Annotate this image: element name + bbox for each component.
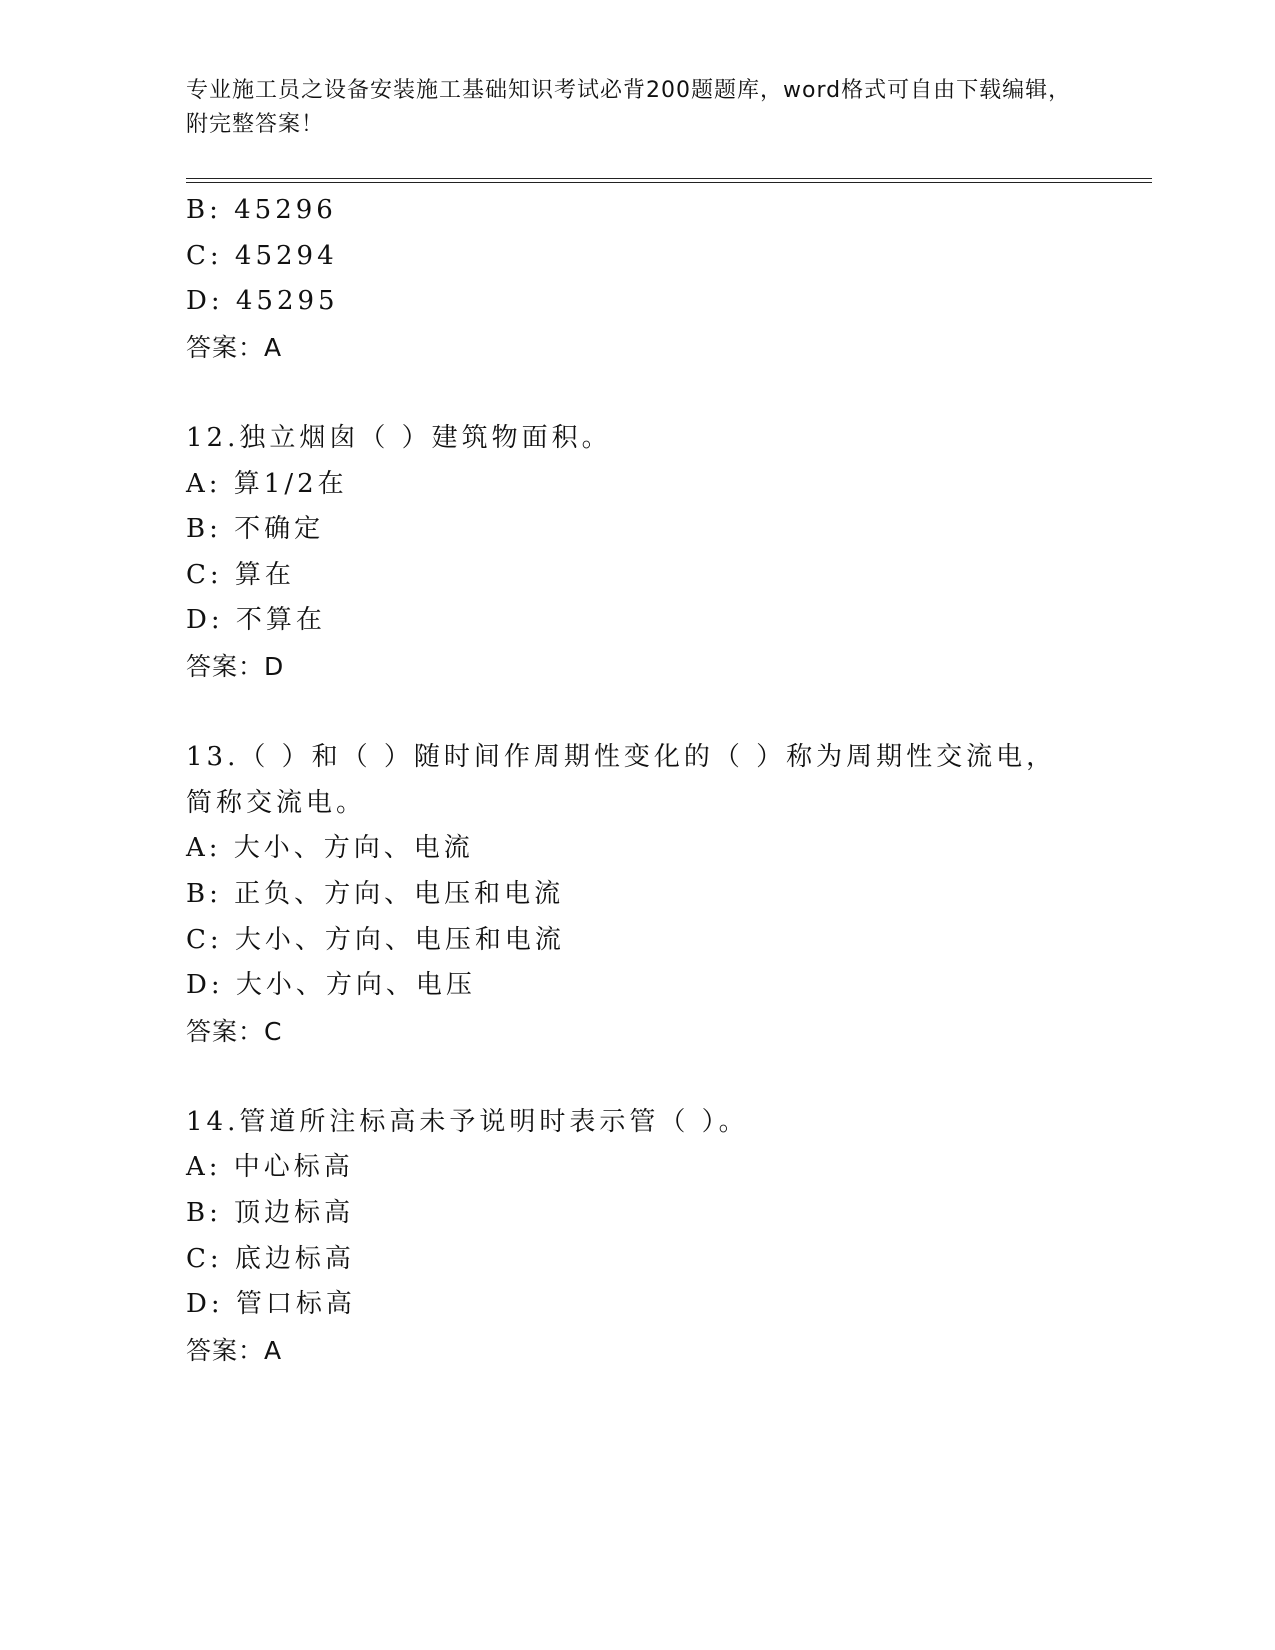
option-d: D: 不算在 <box>186 605 326 636</box>
option-b: B: 正负、方向、电压和电流 <box>186 878 565 909</box>
question-stem: 12.独立烟囱（ ）建筑物面积。 <box>186 422 612 453</box>
option-b: B: 45296 <box>186 195 337 225</box>
question-14 <box>186 1100 1086 1374</box>
option-d: D: 45295 <box>186 286 339 317</box>
question-12 <box>186 416 1086 690</box>
option-c: C: 算在 <box>186 559 295 590</box>
option-c: C: 底边标高 <box>186 1243 355 1274</box>
option-a: A: 中心标高 <box>186 1152 354 1183</box>
question-stem: 14.管道所注标高未予说明时表示管（ ）。 <box>186 1106 749 1137</box>
question-stem: 13.（ ）和（ ）随时间作周期性变化的（ ）称为周期性交流电，简称交流电。 <box>186 742 1057 818</box>
answer-line: 答案：C <box>186 1016 283 1046</box>
option-c: C: 大小、方向、电压和电流 <box>186 924 565 955</box>
document-body <box>186 188 1086 1373</box>
answer-line: 答案：A <box>186 1335 283 1365</box>
option-a: A: 大小、方向、电流 <box>186 833 474 864</box>
option-b: B: 不确定 <box>186 514 325 545</box>
option-d: D: 大小、方向、电压 <box>186 970 476 1001</box>
option-a: A: 算1/2在 <box>186 468 348 499</box>
question-11-partial <box>186 188 1086 370</box>
answer-line: 答案：A <box>186 332 283 362</box>
question-13 <box>186 735 1086 1054</box>
option-c: C: 45294 <box>186 240 338 271</box>
option-b: B: 顶边标高 <box>186 1198 355 1229</box>
header-divider <box>186 178 1152 183</box>
option-d: D: 管口标高 <box>186 1289 356 1320</box>
answer-line: 答案：D <box>186 651 285 681</box>
header-title: 专业施工员之设备安装施工基础知识考试必背200题题库，word格式可自由下载编辑，附完整答案！ <box>186 78 1072 137</box>
document-header <box>186 74 1086 142</box>
